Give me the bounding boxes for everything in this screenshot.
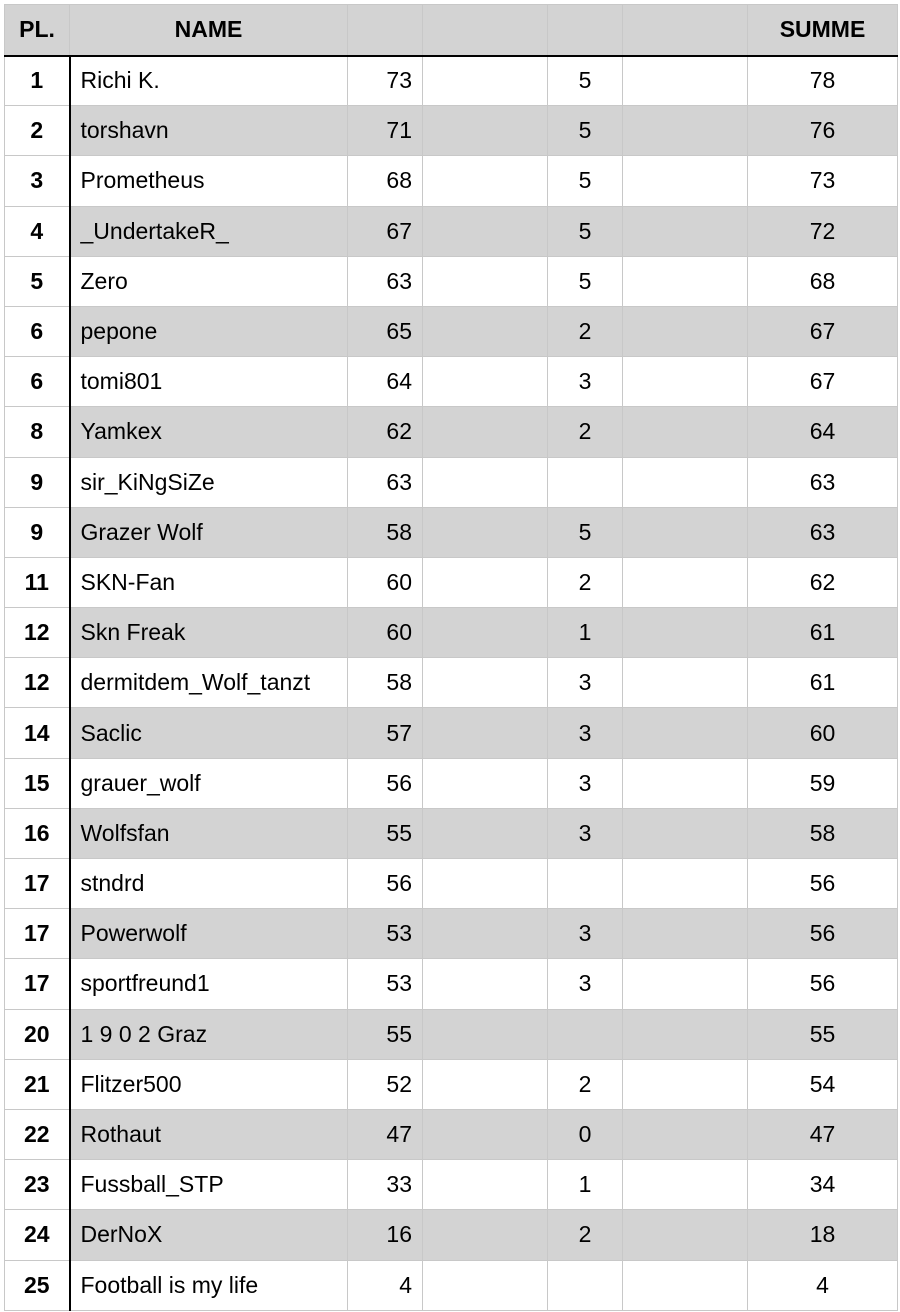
empty-cell: [623, 658, 748, 708]
place-cell: 2: [5, 106, 70, 156]
empty-cell: [623, 909, 748, 959]
table-row: [5, 909, 898, 959]
sum-cell: 55: [748, 1009, 898, 1059]
bonus-cell: 5: [548, 507, 623, 557]
place-cell: 14: [5, 708, 70, 758]
name-cell: tomi801: [70, 357, 348, 407]
points-cell: 57: [348, 708, 423, 758]
empty-cell: [423, 357, 548, 407]
name-cell: 1 9 0 2 Graz: [70, 1009, 348, 1059]
points-cell: 73: [348, 56, 423, 106]
sum-cell: 68: [748, 256, 898, 306]
sum-cell: 63: [748, 507, 898, 557]
name-cell: Yamkex: [70, 407, 348, 457]
table-row: [5, 758, 898, 808]
sum-cell: 47: [748, 1109, 898, 1159]
table-row: [5, 1210, 898, 1260]
empty-cell: [423, 156, 548, 206]
points-cell: 56: [348, 758, 423, 808]
empty-cell: [623, 1160, 748, 1210]
empty-cell: [623, 808, 748, 858]
header-col5: [548, 5, 623, 56]
points-cell: 68: [348, 156, 423, 206]
sum-cell: 54: [748, 1059, 898, 1109]
place-cell: 1: [5, 56, 70, 106]
points-cell: 53: [348, 909, 423, 959]
empty-cell: [623, 1260, 748, 1310]
header-row: [5, 5, 898, 56]
standings-table: [4, 4, 898, 1311]
place-cell: 8: [5, 407, 70, 457]
table-row: [5, 658, 898, 708]
sum-cell: 61: [748, 608, 898, 658]
name-cell: stndrd: [70, 859, 348, 909]
table-row: [5, 206, 898, 256]
table-row: [5, 457, 898, 507]
sum-cell: 67: [748, 357, 898, 407]
name-cell: SKN-Fan: [70, 557, 348, 607]
empty-cell: [423, 56, 548, 106]
bonus-cell: 2: [548, 407, 623, 457]
empty-cell: [423, 608, 548, 658]
empty-cell: [423, 1059, 548, 1109]
points-cell: 55: [348, 1009, 423, 1059]
place-cell: 12: [5, 608, 70, 658]
name-cell: Rothaut: [70, 1109, 348, 1159]
place-cell: 23: [5, 1160, 70, 1210]
empty-cell: [423, 1109, 548, 1159]
place-cell: 4: [5, 206, 70, 256]
header-col3: [348, 5, 423, 56]
empty-cell: [423, 1009, 548, 1059]
header-sum: SUMME: [748, 5, 898, 56]
sum-cell: 60: [748, 708, 898, 758]
place-cell: 15: [5, 758, 70, 808]
table-row: [5, 407, 898, 457]
place-cell: 6: [5, 306, 70, 356]
sum-cell: 56: [748, 909, 898, 959]
points-cell: 53: [348, 959, 423, 1009]
name-cell: Powerwolf: [70, 909, 348, 959]
points-cell: 56: [348, 859, 423, 909]
points-cell: 65: [348, 306, 423, 356]
points-cell: 33: [348, 1160, 423, 1210]
table-row: [5, 306, 898, 356]
bonus-cell: 3: [548, 808, 623, 858]
header-col4: [423, 5, 548, 56]
sum-cell: 76: [748, 106, 898, 156]
sum-cell: 61: [748, 658, 898, 708]
name-cell: Skn Freak: [70, 608, 348, 658]
bonus-cell: 3: [548, 909, 623, 959]
name-cell: torshavn: [70, 106, 348, 156]
place-cell: 6: [5, 357, 70, 407]
bonus-cell: 5: [548, 106, 623, 156]
sum-cell: 64: [748, 407, 898, 457]
empty-cell: [423, 206, 548, 256]
empty-cell: [623, 1109, 748, 1159]
bonus-cell: 5: [548, 256, 623, 306]
points-cell: 55: [348, 808, 423, 858]
table-row: [5, 56, 898, 106]
place-cell: 12: [5, 658, 70, 708]
name-cell: Fussball_STP: [70, 1160, 348, 1210]
sum-cell: 34: [748, 1160, 898, 1210]
table-row: [5, 1160, 898, 1210]
bonus-cell: 5: [548, 206, 623, 256]
bonus-cell: 1: [548, 1160, 623, 1210]
bonus-cell: 0: [548, 1109, 623, 1159]
points-cell: 64: [348, 357, 423, 407]
place-cell: 17: [5, 909, 70, 959]
points-cell: 71: [348, 106, 423, 156]
empty-cell: [623, 1009, 748, 1059]
points-cell: 4: [348, 1260, 423, 1310]
place-cell: 9: [5, 507, 70, 557]
sum-cell: 63: [748, 457, 898, 507]
bonus-cell: 1: [548, 608, 623, 658]
place-cell: 16: [5, 808, 70, 858]
name-cell: DerNoX: [70, 1210, 348, 1260]
table-row: [5, 1109, 898, 1159]
points-cell: 60: [348, 557, 423, 607]
sum-cell: 58: [748, 808, 898, 858]
empty-cell: [423, 959, 548, 1009]
points-cell: 62: [348, 407, 423, 457]
bonus-cell: 3: [548, 758, 623, 808]
points-cell: 16: [348, 1210, 423, 1260]
header-name: NAME: [70, 5, 348, 56]
bonus-cell: [548, 859, 623, 909]
sum-cell: 73: [748, 156, 898, 206]
empty-cell: [423, 457, 548, 507]
table-row: [5, 357, 898, 407]
bonus-cell: [548, 1009, 623, 1059]
empty-cell: [423, 106, 548, 156]
empty-cell: [623, 1210, 748, 1260]
place-cell: 22: [5, 1109, 70, 1159]
name-cell: Football is my life: [70, 1260, 348, 1310]
empty-cell: [423, 256, 548, 306]
place-cell: 5: [5, 256, 70, 306]
bonus-cell: 3: [548, 708, 623, 758]
sum-cell: 18: [748, 1210, 898, 1260]
place-cell: 20: [5, 1009, 70, 1059]
name-cell: Prometheus: [70, 156, 348, 206]
bonus-cell: 5: [548, 156, 623, 206]
empty-cell: [623, 407, 748, 457]
empty-cell: [423, 1160, 548, 1210]
table-row: [5, 507, 898, 557]
table-row: [5, 106, 898, 156]
sum-cell: 56: [748, 959, 898, 1009]
sum-cell: 56: [748, 859, 898, 909]
header-place: PL.: [5, 5, 70, 56]
table-row: [5, 156, 898, 206]
bonus-cell: 3: [548, 658, 623, 708]
bonus-cell: [548, 457, 623, 507]
empty-cell: [423, 808, 548, 858]
empty-cell: [623, 206, 748, 256]
empty-cell: [623, 457, 748, 507]
table-row: [5, 708, 898, 758]
name-cell: sir_KiNgSiZe: [70, 457, 348, 507]
empty-cell: [423, 859, 548, 909]
name-cell: Zero: [70, 256, 348, 306]
empty-cell: [623, 1059, 748, 1109]
table-row: [5, 256, 898, 306]
sum-cell: 72: [748, 206, 898, 256]
name-cell: pepone: [70, 306, 348, 356]
table-row: [5, 859, 898, 909]
place-cell: 21: [5, 1059, 70, 1109]
name-cell: sportfreund1: [70, 959, 348, 1009]
empty-cell: [423, 1210, 548, 1260]
place-cell: 17: [5, 859, 70, 909]
place-cell: 9: [5, 457, 70, 507]
empty-cell: [423, 708, 548, 758]
name-cell: Grazer Wolf: [70, 507, 348, 557]
empty-cell: [423, 1260, 548, 1310]
table-row: [5, 608, 898, 658]
sum-cell: 59: [748, 758, 898, 808]
bonus-cell: 2: [548, 1210, 623, 1260]
bonus-cell: 5: [548, 56, 623, 106]
empty-cell: [623, 859, 748, 909]
bonus-cell: 3: [548, 357, 623, 407]
name-cell: Wolfsfan: [70, 808, 348, 858]
empty-cell: [623, 608, 748, 658]
name-cell: Richi K.: [70, 56, 348, 106]
place-cell: 24: [5, 1210, 70, 1260]
table-row: [5, 1009, 898, 1059]
empty-cell: [423, 758, 548, 808]
bonus-cell: 2: [548, 306, 623, 356]
points-cell: 58: [348, 507, 423, 557]
place-cell: 11: [5, 557, 70, 607]
table-row: [5, 1260, 898, 1310]
name-cell: Flitzer500: [70, 1059, 348, 1109]
points-cell: 58: [348, 658, 423, 708]
bonus-cell: [548, 1260, 623, 1310]
table-row: [5, 808, 898, 858]
name-cell: dermitdem_Wolf_tanzt: [70, 658, 348, 708]
empty-cell: [423, 306, 548, 356]
bonus-cell: 2: [548, 557, 623, 607]
empty-cell: [623, 106, 748, 156]
bonus-cell: 2: [548, 1059, 623, 1109]
empty-cell: [623, 507, 748, 557]
empty-cell: [623, 156, 748, 206]
place-cell: 17: [5, 959, 70, 1009]
empty-cell: [623, 557, 748, 607]
points-cell: 63: [348, 256, 423, 306]
empty-cell: [623, 306, 748, 356]
name-cell: grauer_wolf: [70, 758, 348, 808]
empty-cell: [423, 407, 548, 457]
header-col6: [623, 5, 748, 56]
table-row: [5, 1059, 898, 1109]
points-cell: 63: [348, 457, 423, 507]
sum-cell: 4: [748, 1260, 898, 1310]
points-cell: 67: [348, 206, 423, 256]
points-cell: 52: [348, 1059, 423, 1109]
place-cell: 3: [5, 156, 70, 206]
points-cell: 47: [348, 1109, 423, 1159]
sum-cell: 78: [748, 56, 898, 106]
place-cell: 25: [5, 1260, 70, 1310]
sum-cell: 62: [748, 557, 898, 607]
empty-cell: [623, 758, 748, 808]
bonus-cell: 3: [548, 959, 623, 1009]
points-cell: 60: [348, 608, 423, 658]
empty-cell: [423, 658, 548, 708]
empty-cell: [623, 56, 748, 106]
name-cell: Saclic: [70, 708, 348, 758]
name-cell: _UndertakeR_: [70, 206, 348, 256]
empty-cell: [423, 507, 548, 557]
table-row: [5, 959, 898, 1009]
empty-cell: [623, 708, 748, 758]
sum-cell: 67: [748, 306, 898, 356]
empty-cell: [423, 909, 548, 959]
empty-cell: [623, 959, 748, 1009]
table-row: [5, 557, 898, 607]
empty-cell: [623, 357, 748, 407]
empty-cell: [623, 256, 748, 306]
empty-cell: [423, 557, 548, 607]
